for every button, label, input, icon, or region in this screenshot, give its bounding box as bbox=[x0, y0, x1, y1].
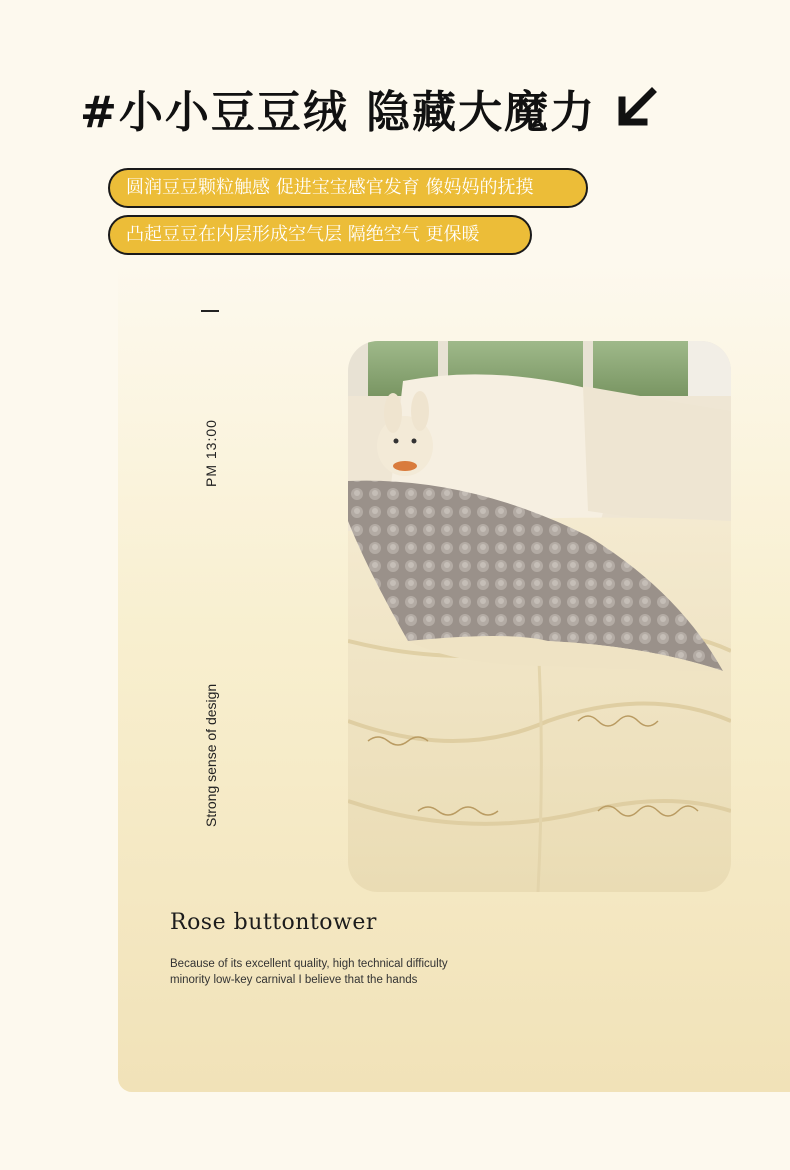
brand-description-line-2: minority low-key carnival I believe that the hands bbox=[170, 974, 418, 986]
brand-name: Rose buttontower bbox=[170, 910, 377, 935]
headline bbox=[80, 78, 740, 138]
brand-description-line-1: Because of its excellent quality, high technical difficulty bbox=[170, 958, 448, 970]
feature-pill-1: 圆润豆豆颗粒触感 促进宝宝感官发育 像妈妈的抚摸 bbox=[108, 168, 588, 208]
feature-pill-2: 凸起豆豆在内层形成空气层 隔绝空气 更保暖 bbox=[108, 215, 532, 255]
headline-text: #小小豆豆绒 隐藏大魔力 bbox=[80, 87, 597, 138]
divider-dash bbox=[201, 310, 219, 312]
arrow-down-left-icon bbox=[614, 86, 658, 130]
design-label: Strong sense of design bbox=[203, 683, 219, 827]
time-label: PM 13:00 bbox=[203, 419, 219, 487]
bedding-photo bbox=[348, 341, 731, 892]
bedding-illustration bbox=[348, 341, 731, 892]
